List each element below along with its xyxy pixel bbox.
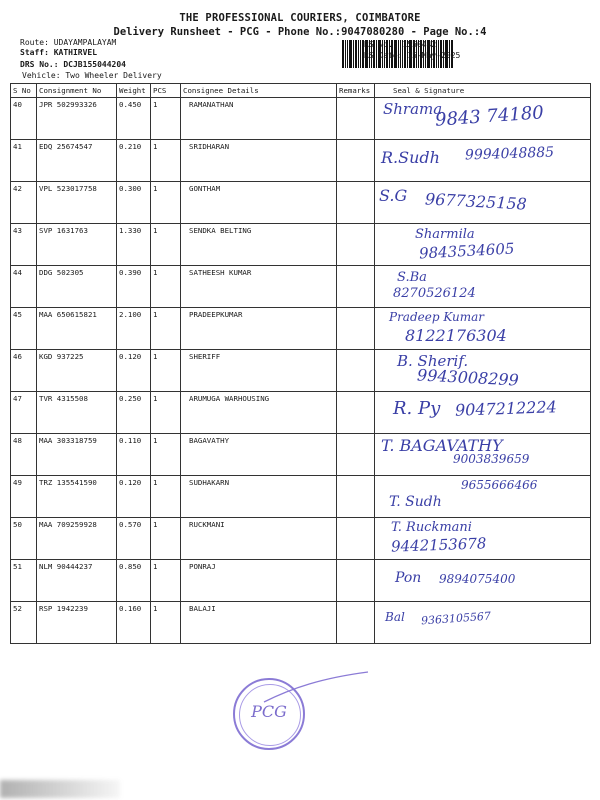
cell-signature: [375, 140, 591, 182]
cell-weight: 0.390: [117, 266, 151, 308]
cell-weight: 1.330: [117, 224, 151, 266]
handwritten-signature: Pon: [395, 570, 422, 586]
cell-weight: 0.120: [117, 476, 151, 518]
handwritten-signature: B. Sherif.: [397, 352, 469, 370]
cell-consignee: GONTHAM: [181, 182, 337, 224]
cell-signature: [375, 560, 591, 602]
cell-weight: 2.100: [117, 308, 151, 350]
handwritten-signature: S.G: [379, 186, 408, 205]
cell-weight: 0.570: [117, 518, 151, 560]
rs-date: RS Date: 15-May-2025: [364, 51, 461, 60]
table-row: [11, 266, 591, 308]
cell-remarks: [337, 308, 375, 350]
drs-label: DRS No.:: [20, 60, 59, 69]
cell-consignment: VPL 523017758: [37, 182, 117, 224]
staff-field: Staff: KATHIRVEL: [20, 48, 98, 57]
cell-consignment: MAA 709259928: [37, 518, 117, 560]
cell-signature: [375, 98, 591, 140]
cell-signature: [375, 392, 591, 434]
cell-weight: 0.450: [117, 98, 151, 140]
cell-consignee: BAGAVATHY: [181, 434, 337, 476]
cell-consignment: JPR 502993326: [37, 98, 117, 140]
cell-signature: [375, 434, 591, 476]
handwritten-phone: 9442153678: [390, 534, 487, 556]
cell-pcs: 1: [151, 266, 181, 308]
cell-sno: 50: [11, 518, 37, 560]
handwritten-phone: 9943008299: [416, 365, 520, 390]
cell-pcs: 1: [151, 224, 181, 266]
header-consignee: Consignee Details: [181, 84, 337, 98]
cell-weight: 0.850: [117, 560, 151, 602]
cell-remarks: [337, 602, 375, 644]
cell-pcs: 1: [151, 392, 181, 434]
handwritten-signature: Bal: [385, 610, 405, 624]
cell-weight: 0.250: [117, 392, 151, 434]
table-row: [11, 602, 591, 644]
cell-consignment: MAA 303318759: [37, 434, 117, 476]
table-row: [11, 518, 591, 560]
table-row: [11, 98, 591, 140]
cell-signature: [375, 476, 591, 518]
handwritten-signature: T. BAGAVATHY: [381, 436, 503, 455]
handwritten-signature: Sharmila: [415, 227, 475, 242]
cell-signature: [375, 350, 591, 392]
rs-number: RS No.: 1550442: [364, 40, 437, 49]
cell-pcs: 1: [151, 518, 181, 560]
barcode-bar: [347, 40, 348, 68]
cell-signature: [375, 518, 591, 560]
cell-remarks: [337, 98, 375, 140]
table-row: [11, 392, 591, 434]
cell-remarks: [337, 266, 375, 308]
cell-signature: [375, 266, 591, 308]
handwritten-phone: 8270526124: [393, 286, 476, 301]
barcode-bar: [342, 40, 344, 68]
barcode-bar: [355, 40, 357, 68]
cell-consignee: ARUMUGA WARHOUSING: [181, 392, 337, 434]
cell-pcs: 1: [151, 434, 181, 476]
cell-weight: 0.210: [117, 140, 151, 182]
cell-consignee: PONRAJ: [181, 560, 337, 602]
cell-remarks: [337, 560, 375, 602]
cell-remarks: [337, 224, 375, 266]
table-header-row: [11, 84, 591, 98]
cell-sno: 45: [11, 308, 37, 350]
handwritten-phone: 9843 74180: [434, 102, 545, 131]
cell-sno: 52: [11, 602, 37, 644]
cell-consignment: TRZ 135541590: [37, 476, 117, 518]
cell-consignment: MAA 650615821: [37, 308, 117, 350]
handwritten-phone: 9894075400: [439, 572, 516, 586]
cell-signature: [375, 308, 591, 350]
table-row: [11, 434, 591, 476]
handwritten-phone: 9843534605: [418, 239, 515, 263]
document-subtitle: Delivery Runsheet - PCG - Phone No.:9047080280 - Page No.:4: [113, 26, 487, 38]
handwritten-phone: 9047212224: [454, 397, 558, 420]
document-title: THE PROFESSIONAL COURIERS, COIMBATORE: [179, 12, 421, 24]
cell-sno: 49: [11, 476, 37, 518]
stamp-text: PCG: [251, 702, 287, 721]
cell-remarks: [337, 518, 375, 560]
header-weight: Weight: [117, 84, 151, 98]
cell-consignment: TVR 4315508: [37, 392, 117, 434]
cell-consignee: BALAJI: [181, 602, 337, 644]
handwritten-signature: Shrama: [383, 100, 443, 118]
table-row: [11, 560, 591, 602]
barcode-bar: [353, 40, 354, 68]
table-row: [11, 182, 591, 224]
cell-consignment: NLM 90444237: [37, 560, 117, 602]
cell-consignment: DDG 502305: [37, 266, 117, 308]
vehicle-field: Vehicle: Two Wheeler Delivery: [22, 71, 162, 80]
barcode-bar: [360, 40, 361, 68]
cell-weight: 0.160: [117, 602, 151, 644]
drs-field: [20, 60, 126, 69]
cell-remarks: [337, 140, 375, 182]
cell-consignment: KGD 937225: [37, 350, 117, 392]
header-consignment: Consignment No: [37, 84, 117, 98]
cell-sno: 44: [11, 266, 37, 308]
cell-pcs: 1: [151, 182, 181, 224]
handwritten-signature: R. Py: [393, 398, 441, 419]
handwritten-signature: S.Ba: [397, 270, 427, 285]
cell-pcs: 1: [151, 140, 181, 182]
handwritten-phone: 9677325158: [424, 189, 528, 214]
cell-consignee: SHERIFF: [181, 350, 337, 392]
cell-pcs: 1: [151, 602, 181, 644]
cell-weight: 0.300: [117, 182, 151, 224]
cell-sno: 46: [11, 350, 37, 392]
cell-remarks: [337, 434, 375, 476]
cell-pcs: 1: [151, 476, 181, 518]
cell-remarks: [337, 182, 375, 224]
handwritten-signature: R.Sudh: [381, 148, 440, 167]
cell-consignment: SVP 1631763: [37, 224, 117, 266]
table-row: [11, 308, 591, 350]
barcode-bar: [345, 40, 346, 68]
header-pcs: PCS: [151, 84, 181, 98]
cell-consignment: EDQ 25674547: [37, 140, 117, 182]
stamp-pen-stroke: [262, 668, 372, 708]
cell-sno: 48: [11, 434, 37, 476]
handwritten-phone: 9003839659: [453, 452, 530, 466]
cell-sno: 47: [11, 392, 37, 434]
cell-consignee: PRADEEPKUMAR: [181, 308, 337, 350]
table-row: [11, 350, 591, 392]
handwritten-signature: T. Sudh: [389, 494, 442, 510]
cell-consignee: SENDKA BELTING: [181, 224, 337, 266]
cell-sno: 51: [11, 560, 37, 602]
table-row: [11, 476, 591, 518]
cell-remarks: [337, 476, 375, 518]
cell-signature: [375, 182, 591, 224]
runsheet-table: [10, 83, 591, 644]
cell-remarks: [337, 350, 375, 392]
barcode-bar: [358, 40, 359, 68]
header-seal: Seal & Signature: [375, 84, 591, 98]
cell-remarks: [337, 392, 375, 434]
cell-pcs: 1: [151, 560, 181, 602]
cell-consignee: RAMANATHAN: [181, 98, 337, 140]
cell-sno: 42: [11, 182, 37, 224]
cell-pcs: 1: [151, 350, 181, 392]
header-remarks: Remarks: [337, 84, 375, 98]
table-row: [11, 224, 591, 266]
cell-pcs: 1: [151, 308, 181, 350]
handwritten-signature: T. Ruckmani: [391, 520, 472, 535]
cell-consignment: RSP 1942239: [37, 602, 117, 644]
cell-sno: 43: [11, 224, 37, 266]
cell-pcs: 1: [151, 98, 181, 140]
drs-value: DCJB155044204: [63, 60, 126, 69]
header-sno: S No: [11, 84, 37, 98]
handwritten-phone: 9363105567: [420, 609, 492, 628]
cell-weight: 0.110: [117, 434, 151, 476]
barcode-bar: [349, 40, 352, 68]
handwritten-phone: 8122176304: [405, 326, 507, 345]
cell-sno: 40: [11, 98, 37, 140]
cell-signature: [375, 602, 591, 644]
cell-sno: 41: [11, 140, 37, 182]
cell-signature: [375, 224, 591, 266]
handwritten-signature: Pradeep Kumar: [389, 310, 485, 324]
table-row: [11, 140, 591, 182]
handwritten-phone: 9655666466: [461, 478, 538, 492]
cell-consignee: SATHEESH KUMAR: [181, 266, 337, 308]
cell-weight: 0.120: [117, 350, 151, 392]
route-field: Route: UDAYAMPALAYAM: [20, 38, 117, 47]
handwritten-phone: 9994048885: [464, 144, 555, 164]
cell-consignee: SUDHAKARN: [181, 476, 337, 518]
cell-consignee: SRIDHARAN: [181, 140, 337, 182]
cell-consignee: RUCKMANI: [181, 518, 337, 560]
scan-smudge: [0, 780, 120, 798]
